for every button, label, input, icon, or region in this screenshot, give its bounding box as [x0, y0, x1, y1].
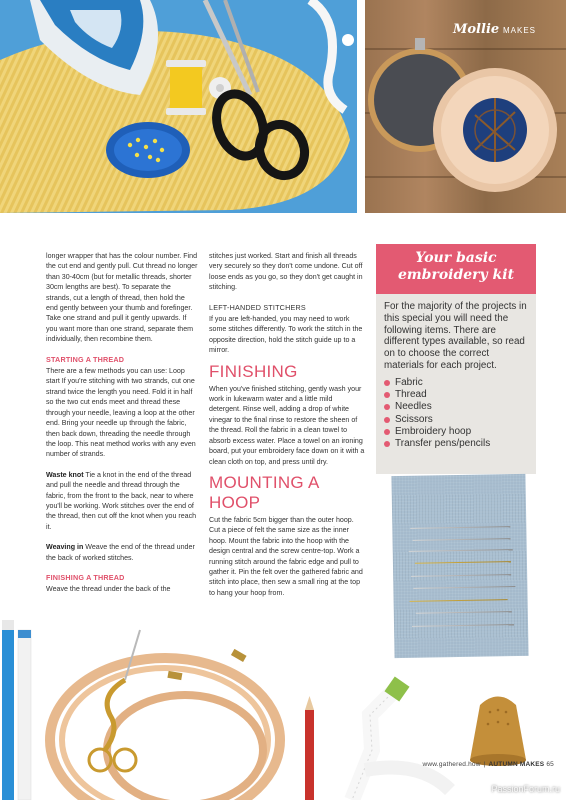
article-column-2: [209, 251, 366, 608]
brand-name: Mollie: [453, 22, 500, 37]
mounting-hoop-title: MOUNTING A HOOP: [209, 472, 319, 512]
finishing-thread-heading: FINISHING A THREAD: [46, 572, 125, 582]
kit-intro: For the majority of the projects in this special you will need the following items. There are different types available, so read on to choose the correct materials for each project.: [384, 301, 527, 371]
page-footer: www.gathered.how | AUTUMN MAKES 65: [422, 761, 554, 768]
bottom-tools-illustration: [0, 600, 566, 800]
hoop-project-photo: [365, 0, 566, 213]
embroidery-kit-box: [376, 244, 536, 474]
column1-intro: longer wrapper that has the colour number. Find the cut end and gently pull. Cut thread no longer than 30-40cm (but for metallic threads, shorter 30cm lengths are best). To separate the strands, cut a length of thread, then hold the end gently between your thumb and forefinger. Take one strand and pull it gently upwards. If you want more than one strand, separate them individually, then recombine them.: [46, 252, 198, 344]
kit-title-line-1: Your basic: [415, 250, 497, 266]
left-handed-text: If you are left-handed, you may need to work some stitches differently. To work the stitch in the opposite direction, hold the stitch guide up to a mirror.: [209, 315, 363, 355]
weaving-text: Weave the end of the thread under the back of worked stitches.: [46, 543, 195, 562]
needle-icon: [415, 561, 511, 564]
kit-item-transfer-pens: Transfer pens/pencils: [384, 438, 528, 450]
waste-knot-label: Waste knot: [46, 470, 84, 479]
starting-thread-heading: STARTING A THREAD: [46, 354, 125, 364]
kit-item-needles: Needles: [384, 401, 528, 413]
pen-icon: [18, 630, 31, 800]
kit-item-scissors: Scissors: [384, 414, 528, 426]
sewing-tools-photo: [0, 0, 357, 213]
finishing-thread-text: Weave the thread under the back of the: [46, 585, 171, 594]
starting-thread-text: There are a few methods you can use: Loop start If you're stitching with two strands, cut one strand twice the length you need. Fold it in half so the two cut ends meet and thread these through your needle, leaving a loop at the other end. Bring your needle up through the fabric, then back down, threading the needle through the loop. This neat method works with any even number of strands.: [46, 367, 196, 459]
footer-magazine: AUTUMN MAKES: [488, 761, 545, 768]
watermark: PassionForum.ru: [491, 784, 560, 794]
sewing-tools-illustration: [0, 0, 357, 213]
kit-item-thread: Thread: [384, 389, 528, 401]
tools-drawing: [0, 600, 566, 800]
needle-icon: [413, 586, 515, 589]
article-column-1: [46, 251, 198, 605]
bullet-dot-icon: [384, 380, 390, 386]
left-handed-heading: LEFT-HANDED STITCHERS: [209, 302, 306, 312]
mounting-hoop-body: Cut the fabric 5cm bigger than the outer hoop. Cut a piece of felt the same size as the inner hoop. Mount the fabric into the hoop with the design central and the screw centre-top. Work a running stitch around the fabric edge and pull to gather it. Pin the felt over the gathered fabric and stitch into place, then sew a small ring at the top to hang your hoop from.: [209, 515, 363, 597]
needle-icon: [413, 538, 511, 541]
bullet-dot-icon: [384, 392, 390, 398]
weaving-paragraph: [46, 542, 198, 563]
bullet-dot-icon: [384, 429, 390, 435]
waste-knot-text: Tie a knot in the end of the thread and pull the needle and thread through the fabric, from the front to the back, near to where you'll be working. Work stitches over the end of the thread, then cut off the knot when you reach it.: [46, 470, 197, 531]
kit-title-line-2: embroidery kit: [397, 267, 515, 283]
weaving-label: Weaving in: [46, 543, 84, 552]
brand-suffix: MAKES: [502, 26, 536, 35]
bullet-dot-icon: [384, 417, 390, 423]
footer-url: www.gathered.how: [422, 761, 481, 768]
waste-knot-paragraph: [46, 470, 198, 532]
kit-item-embroidery-hoop: Embroidery hoop: [384, 426, 528, 438]
column2-intro: stitches just worked. Start and finish all threads very securely so they don't come undone. Cut off loose ends as you go, so they don't get caught in stitching.: [209, 252, 363, 292]
kit-header: [376, 244, 536, 294]
needle-icon: [411, 574, 511, 577]
finishing-title: FINISHING: [209, 361, 298, 381]
page-number: 65: [546, 761, 554, 768]
bullet-dot-icon: [384, 404, 390, 410]
pencil-icon: [305, 710, 314, 800]
pen-icon: [2, 620, 14, 800]
kit-list: [384, 377, 528, 451]
kit-item-fabric: Fabric: [384, 377, 528, 389]
kit-body: [376, 294, 536, 474]
finishing-body: When you've finished stitching, gently wash your work in lukewarm water and a little mild detergent. Rinse well, adding a drop of white vinegar to the final rinse to restore the sheen of the thread. Roll the fabric in a clean towel to absorb excess water. Place a towel on an ironing board, put your embroidery face down on it with a clean cloth on top, and press until dry.: [209, 384, 365, 466]
needle-icon: [410, 526, 510, 529]
bullet-dot-icon: [384, 441, 390, 447]
brand-tag: [453, 22, 536, 37]
needle-icon: [409, 549, 513, 552]
